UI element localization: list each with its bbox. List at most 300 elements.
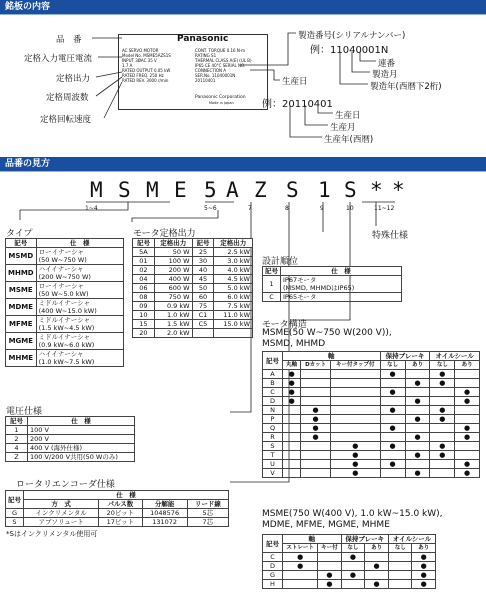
nameplate-left-line: RATED REV. 3000 r/min bbox=[122, 78, 169, 83]
table-row bbox=[263, 276, 402, 293]
output-cell: 2.5 kW bbox=[214, 248, 253, 257]
filled-circle-icon: ● bbox=[389, 370, 396, 378]
structure1-code-cell: D bbox=[263, 397, 283, 406]
nameplate-right-line: CONNECTION A bbox=[195, 68, 227, 73]
filled-circle-icon: ● bbox=[373, 562, 380, 570]
filled-circle-icon: ● bbox=[464, 397, 471, 405]
output-cell: 15.0 kW bbox=[214, 320, 253, 329]
structure1-mark-cell bbox=[405, 469, 430, 478]
output-header-out2: 定格出力 bbox=[214, 239, 253, 248]
label-rated-output: 定格出力 bbox=[56, 74, 91, 84]
table-row bbox=[6, 282, 124, 299]
filled-circle-icon: ● bbox=[352, 469, 359, 477]
structure1-mark-cell bbox=[430, 442, 455, 451]
filled-circle-icon: ● bbox=[288, 388, 295, 396]
structure1-mark-cell bbox=[430, 406, 455, 415]
output-cell: 01 bbox=[133, 257, 155, 266]
structure1-mark-cell bbox=[330, 469, 380, 478]
table-row bbox=[6, 299, 124, 316]
design-spec-line1: IP65モータ bbox=[283, 293, 317, 301]
filled-circle-icon: ● bbox=[288, 370, 295, 378]
output-cell: 09 bbox=[133, 302, 155, 311]
type-spec-line1: ミドルイナーシャ bbox=[38, 333, 91, 341]
output-cell: 20 bbox=[133, 329, 155, 338]
encoder-cell: 5芯 bbox=[187, 509, 228, 518]
table-row bbox=[133, 311, 253, 320]
filled-circle-icon: ● bbox=[312, 424, 319, 432]
structure1-sub-header: あり bbox=[405, 361, 430, 370]
table-row bbox=[263, 562, 436, 571]
pos-label-8: 8 bbox=[285, 205, 289, 212]
filled-circle-icon: ● bbox=[288, 397, 295, 405]
filled-circle-icon: ● bbox=[352, 451, 359, 459]
structure2-subtitle2: MDME, MFME, MGME, MHME bbox=[262, 520, 390, 530]
structure1-sub-header: あり bbox=[455, 361, 480, 370]
structure1-mark-cell bbox=[283, 451, 301, 460]
structure2-mark-cell bbox=[412, 571, 436, 580]
structure1-mark-cell bbox=[405, 433, 430, 442]
filled-circle-icon: ● bbox=[389, 460, 396, 468]
table-row bbox=[263, 580, 436, 589]
type-spec-line2: (200 W~750 W) bbox=[38, 273, 91, 281]
output-cell: 60 bbox=[192, 293, 214, 302]
table-row bbox=[133, 293, 253, 302]
type-code-cell: MGME bbox=[6, 333, 37, 350]
type-spec-line2: (50 W~5.0 kW) bbox=[38, 290, 89, 298]
output-cell: 75 bbox=[192, 302, 214, 311]
structure1-mark-cell bbox=[430, 379, 455, 388]
structure2-mark-cell bbox=[318, 562, 341, 571]
structure1-mark-cell bbox=[283, 460, 301, 469]
label-serial-title: 製造番号(シリアルナンバー) bbox=[298, 31, 406, 41]
structure1-mark-cell bbox=[283, 469, 301, 478]
encoder-cell: S bbox=[6, 518, 24, 527]
structure2-sub-header: あり bbox=[412, 544, 436, 553]
design-table bbox=[262, 266, 402, 302]
structure1-mark-cell bbox=[455, 370, 480, 379]
voltage-header-spec: 仕 様 bbox=[28, 417, 135, 426]
filled-circle-icon: ● bbox=[414, 379, 421, 387]
pos-label-11-12: 11~12 bbox=[374, 205, 395, 212]
type-spec-cell bbox=[36, 350, 123, 367]
type-spec-line1: ハイイナーシャ bbox=[38, 265, 84, 273]
structure1-mark-cell bbox=[380, 370, 405, 379]
structure1-mark-cell bbox=[405, 379, 430, 388]
structure1-mark-cell bbox=[283, 442, 301, 451]
output-table bbox=[132, 238, 253, 338]
structure1-mark-cell bbox=[301, 460, 331, 469]
table-row bbox=[263, 293, 402, 302]
filled-circle-icon: ● bbox=[464, 469, 471, 477]
structure1-mark-cell bbox=[283, 388, 301, 397]
table-row bbox=[263, 460, 480, 469]
design-header-code: 記号 bbox=[263, 267, 281, 276]
nameplate-right-line: CONT. TORQUE 0.16 N·m bbox=[195, 48, 246, 53]
structure1-mark-cell bbox=[430, 424, 455, 433]
structure1-code-cell: V bbox=[263, 469, 283, 478]
s2-header-shaft: 軸 bbox=[283, 535, 342, 544]
structure1-sub-header: キー付タップ付 bbox=[330, 361, 380, 370]
structure2-mark-cell bbox=[283, 571, 318, 580]
nameplate-right-line: 20110401 bbox=[195, 78, 216, 83]
structure1-mark-cell bbox=[405, 424, 430, 433]
design-header-spec: 仕 様 bbox=[281, 267, 402, 276]
output-cell: 30 bbox=[192, 257, 214, 266]
encoder-cell: 17ビット bbox=[99, 518, 142, 527]
nameplate-right-line: THERMAL CLASS A(E) (UL B) bbox=[195, 58, 252, 63]
label-hinban: 品 番 bbox=[56, 35, 82, 45]
filled-circle-icon: ● bbox=[297, 562, 304, 570]
structure2-code-cell: H bbox=[263, 580, 283, 589]
filled-circle-icon: ● bbox=[414, 397, 421, 405]
structure2-mark-cell bbox=[318, 553, 341, 562]
output-cell bbox=[214, 329, 253, 338]
filled-circle-icon: ● bbox=[389, 406, 396, 414]
output-cell: 50 W bbox=[154, 248, 192, 257]
structure2-mark-cell bbox=[388, 553, 412, 562]
output-cell: 600 W bbox=[154, 284, 192, 293]
structure1-mark-cell bbox=[330, 406, 380, 415]
structure1-mark-cell bbox=[455, 388, 480, 397]
output-cell: 25 bbox=[192, 248, 214, 257]
structure1-table bbox=[262, 351, 480, 478]
structure2-sub-header: なし bbox=[341, 544, 365, 553]
voltage-spec-cell: 100 V bbox=[28, 426, 135, 435]
structure1-mark-cell bbox=[455, 433, 480, 442]
structure2-mark-cell bbox=[318, 580, 341, 589]
table-row bbox=[263, 469, 480, 478]
filled-circle-icon: ● bbox=[326, 580, 333, 588]
structure1-mark-cell bbox=[380, 460, 405, 469]
model-code-letter: M bbox=[146, 178, 159, 202]
type-spec-line2: (1.5 kW~4.5 kW) bbox=[38, 324, 95, 332]
structure1-mark-cell bbox=[455, 469, 480, 478]
type-spec-line2: (0.9 kW~6.0 kW) bbox=[38, 341, 95, 349]
structure1-code-cell: R bbox=[263, 433, 283, 442]
table-row bbox=[133, 284, 253, 293]
type-code-cell: MHMD bbox=[6, 265, 37, 282]
structure2-sub-header: ストレート bbox=[283, 544, 318, 553]
design-spec-line1: IP67モータ bbox=[283, 276, 317, 284]
output-cell: 08 bbox=[133, 293, 155, 302]
encoder-cell: 131072 bbox=[142, 518, 187, 527]
structure2-sub-header: キー付 bbox=[318, 544, 341, 553]
type-header-code: 記号 bbox=[6, 239, 37, 248]
structure1-sub-header: Dカット bbox=[301, 361, 331, 370]
structure2-mark-cell bbox=[365, 580, 389, 589]
type-spec-line1: ローイナーシャ bbox=[38, 282, 84, 290]
voltage-spec-cell: 100 V/200 V共用(50 Wのみ) bbox=[28, 453, 135, 462]
voltage-code-cell: 4 bbox=[6, 444, 28, 453]
structure1-mark-cell bbox=[455, 424, 480, 433]
output-cell bbox=[192, 329, 214, 338]
table-row bbox=[6, 444, 135, 453]
voltage-header-code: 記号 bbox=[6, 417, 28, 426]
structure1-mark-cell bbox=[301, 388, 331, 397]
table-row bbox=[6, 248, 124, 265]
nameplate-right-line: RATING S1 bbox=[195, 53, 217, 58]
output-cell: 11.0 kW bbox=[214, 311, 253, 320]
design-spec-cell bbox=[281, 293, 402, 302]
s2-header-seal: オイルシール bbox=[388, 535, 435, 544]
encoder-note: *Sはインクリメンタル使用可 bbox=[6, 530, 98, 538]
nameplate-right-text bbox=[195, 48, 265, 83]
type-table-title: タイプ bbox=[6, 229, 33, 239]
encoder-cell: G bbox=[6, 509, 24, 518]
type-spec-cell bbox=[36, 282, 123, 299]
serial-example: 11040001N bbox=[330, 45, 389, 56]
structure2-mark-cell bbox=[388, 580, 412, 589]
structure2-mark-cell bbox=[283, 580, 318, 589]
structure1-sub-header: なし bbox=[430, 361, 455, 370]
type-spec-line2: (400 W~15.0 kW) bbox=[38, 307, 97, 315]
structure1-mark-cell bbox=[430, 388, 455, 397]
type-spec-cell bbox=[36, 316, 123, 333]
structure1-sub-header: 丸軸 bbox=[283, 361, 301, 370]
s1-header-code: 記号 bbox=[263, 352, 283, 370]
filled-circle-icon: ● bbox=[439, 406, 446, 414]
type-code-cell: MSME bbox=[6, 282, 37, 299]
structure1-mark-cell bbox=[430, 469, 455, 478]
table-row bbox=[6, 333, 124, 350]
design-spec-line2: (MSMD, MHMDはIP65) bbox=[283, 284, 355, 292]
structure1-mark-cell bbox=[455, 442, 480, 451]
output-cell: 2.0 kW bbox=[154, 329, 192, 338]
structure1-mark-cell bbox=[405, 397, 430, 406]
output-cell: 45 bbox=[192, 275, 214, 284]
structure2-code-cell: D bbox=[263, 562, 283, 571]
table-row bbox=[263, 397, 480, 406]
label-rated-rev: 定格回転速度 bbox=[40, 115, 92, 125]
type-header-spec: 仕 様 bbox=[36, 239, 123, 248]
output-table-title: モータ定格出力 bbox=[133, 229, 196, 239]
filled-circle-icon: ● bbox=[312, 415, 319, 423]
seisan-example-row bbox=[262, 95, 333, 110]
s1-header-brake: 保持ブレーキ bbox=[380, 352, 430, 361]
nameplate-image bbox=[118, 34, 268, 110]
label-seisan-year: 生産年(西暦) bbox=[324, 135, 374, 145]
structure1-code-cell: N bbox=[263, 406, 283, 415]
voltage-code-cell: Z bbox=[6, 453, 28, 462]
output-cell: C5 bbox=[192, 320, 214, 329]
table-row bbox=[133, 248, 253, 257]
structure1-mark-cell bbox=[405, 415, 430, 424]
structure1-mark-cell bbox=[330, 370, 380, 379]
structure1-mark-cell bbox=[330, 433, 380, 442]
section-title-model: 品番の見方 bbox=[0, 157, 486, 171]
table-row bbox=[6, 426, 135, 435]
filled-circle-icon: ● bbox=[439, 379, 446, 387]
structure1-code-cell: S bbox=[263, 442, 283, 451]
structure1-mark-cell bbox=[283, 433, 301, 442]
model-code-letter: S bbox=[286, 178, 299, 202]
nameplate-left-line: RATED FREQ. 250 Hz bbox=[122, 73, 164, 78]
filled-circle-icon: ● bbox=[420, 562, 427, 570]
label-special: 特殊仕様 bbox=[372, 231, 409, 241]
structure1-mark-cell bbox=[330, 397, 380, 406]
structure1-mark-cell bbox=[301, 424, 331, 433]
nameplate-left-text bbox=[122, 48, 188, 83]
nameplate-right-line: IP65 CE 40°C SERIAL NO. bbox=[195, 63, 246, 68]
model-code-letter: A bbox=[226, 178, 239, 202]
structure1-mark-cell bbox=[283, 379, 301, 388]
filled-circle-icon: ● bbox=[414, 415, 421, 423]
encoder-cell: 1048576 bbox=[142, 509, 187, 518]
voltage-table-title: 電圧仕様 bbox=[6, 407, 43, 417]
structure1-mark-cell bbox=[430, 397, 455, 406]
structure2-mark-cell bbox=[318, 571, 341, 580]
structure1-mark-cell bbox=[380, 388, 405, 397]
label-seisan-day: 生産日 bbox=[335, 111, 361, 121]
filled-circle-icon: ● bbox=[352, 442, 359, 450]
structure1-mark-cell bbox=[330, 388, 380, 397]
encoder-header-pulse: パルス数 bbox=[99, 500, 142, 509]
type-spec-cell bbox=[36, 299, 123, 316]
structure1-mark-cell bbox=[405, 460, 430, 469]
filled-circle-icon: ● bbox=[420, 580, 427, 588]
filled-circle-icon: ● bbox=[420, 571, 427, 579]
nameplate-left-line: 1.7 A bbox=[122, 63, 133, 68]
table-row bbox=[263, 388, 480, 397]
model-code-letter: * bbox=[370, 178, 383, 202]
type-spec-line1: ミドルイナーシャ bbox=[38, 299, 91, 307]
nameplate-maker-sub: Made in Japan bbox=[209, 101, 234, 105]
output-cell: 400 W bbox=[154, 275, 192, 284]
pos-label-10: 10 bbox=[346, 205, 354, 212]
table-row bbox=[263, 370, 480, 379]
structure1-mark-cell bbox=[283, 370, 301, 379]
encoder-header-code: 記号 bbox=[6, 491, 24, 509]
structure-title: モータ構造 bbox=[262, 320, 307, 330]
filled-circle-icon: ● bbox=[439, 370, 446, 378]
structure1-code-cell: C bbox=[263, 388, 283, 397]
nameplate-right-line: SER.No. 11040001N bbox=[195, 73, 236, 78]
filled-circle-icon: ● bbox=[420, 553, 427, 561]
structure2-mark-cell bbox=[341, 580, 365, 589]
structure1-mark-cell bbox=[301, 469, 331, 478]
structure1-mark-cell bbox=[430, 451, 455, 460]
structure1-mark-cell bbox=[301, 442, 331, 451]
table-row bbox=[263, 415, 480, 424]
structure1-mark-cell bbox=[455, 460, 480, 469]
output-cell: 1.0 kW bbox=[154, 311, 192, 320]
filled-circle-icon: ● bbox=[414, 451, 421, 459]
output-cell: 04 bbox=[133, 275, 155, 284]
section-title-nameplate: 銘板の内容 bbox=[0, 0, 486, 14]
structure1-mark-cell bbox=[430, 415, 455, 424]
pos-label-1-4: 1~4 bbox=[85, 205, 98, 212]
structure2-mark-cell bbox=[341, 562, 365, 571]
s1-header-seal: オイルシール bbox=[430, 352, 480, 361]
output-cell: 4.0 kW bbox=[214, 266, 253, 275]
filled-circle-icon: ● bbox=[414, 433, 421, 441]
structure1-mark-cell bbox=[301, 397, 331, 406]
model-code-letter: M bbox=[90, 178, 103, 202]
table-row bbox=[263, 571, 436, 580]
structure1-mark-cell bbox=[301, 415, 331, 424]
structure2-subtitle1: MSME(750 W(400 V), 1.0 kW~15.0 kW), bbox=[262, 509, 443, 519]
structure1-mark-cell bbox=[380, 433, 405, 442]
output-cell: 06 bbox=[133, 284, 155, 293]
voltage-spec-cell: 400 V (海外仕様) bbox=[28, 444, 135, 453]
model-code-letter: 1 bbox=[318, 178, 331, 202]
table-row bbox=[133, 329, 253, 338]
pos-label-7: 7 bbox=[248, 205, 252, 212]
table-row bbox=[263, 406, 480, 415]
filled-circle-icon: ● bbox=[312, 433, 319, 441]
model-code-letter: S bbox=[118, 178, 131, 202]
structure2-table bbox=[262, 534, 436, 589]
structure2-sub-header: あり bbox=[365, 544, 389, 553]
type-spec-line1: ハイイナーシャ bbox=[38, 350, 84, 358]
type-code-cell: MDME bbox=[6, 299, 37, 316]
structure1-code-cell: B bbox=[263, 379, 283, 388]
structure1-mark-cell bbox=[455, 451, 480, 460]
table-row bbox=[133, 257, 253, 266]
design-table-title: 設計順位 bbox=[262, 257, 299, 267]
filled-circle-icon: ● bbox=[389, 442, 396, 450]
structure2-mark-cell bbox=[283, 553, 318, 562]
structure1-subtitle2: MSMD, MHMD bbox=[262, 339, 326, 349]
label-seizou-nen: 製造年(西暦下2桁) bbox=[370, 82, 442, 92]
table-row bbox=[6, 316, 124, 333]
structure1-code-cell: U bbox=[263, 460, 283, 469]
structure2-mark-cell bbox=[412, 553, 436, 562]
output-cell: 50 bbox=[192, 284, 214, 293]
s2-header-code: 記号 bbox=[263, 535, 283, 553]
output-cell: 40 bbox=[192, 266, 214, 275]
seisan-example-prefix: 例： bbox=[262, 99, 282, 110]
output-cell: 750 W bbox=[154, 293, 192, 302]
type-table bbox=[5, 238, 124, 367]
encoder-table bbox=[5, 490, 229, 527]
model-code-letter: Z bbox=[254, 178, 267, 202]
table-row bbox=[263, 553, 436, 562]
structure1-code-cell: P bbox=[263, 415, 283, 424]
type-spec-cell bbox=[36, 248, 123, 265]
structure1-mark-cell bbox=[330, 424, 380, 433]
output-cell: 02 bbox=[133, 266, 155, 275]
seisan-example: 20110401 bbox=[282, 99, 333, 110]
structure2-mark-cell bbox=[412, 562, 436, 571]
structure1-mark-cell bbox=[405, 451, 430, 460]
structure1-mark-cell bbox=[380, 379, 405, 388]
structure1-mark-cell bbox=[283, 415, 301, 424]
encoder-cell: 7芯 bbox=[187, 518, 228, 527]
table-row bbox=[133, 320, 253, 329]
structure1-mark-cell bbox=[430, 370, 455, 379]
structure2-mark-cell bbox=[388, 571, 412, 580]
label-seisan-month: 生産月 bbox=[330, 123, 356, 133]
nameplate-left-line: AC SERVO MOTOR bbox=[122, 48, 159, 53]
table-row bbox=[263, 451, 480, 460]
design-code-cell: C bbox=[263, 293, 281, 302]
output-cell: 0.9 kW bbox=[154, 302, 192, 311]
table-row bbox=[263, 442, 480, 451]
encoder-header-spec: 仕 様 bbox=[24, 491, 229, 500]
output-cell: 5A bbox=[133, 248, 155, 257]
table-row bbox=[133, 266, 253, 275]
filled-circle-icon: ● bbox=[414, 469, 421, 477]
structure1-mark-cell bbox=[405, 442, 430, 451]
pos-label-5-6: 5~6 bbox=[204, 205, 217, 212]
structure1-mark-cell bbox=[380, 406, 405, 415]
output-cell: 3.0 kW bbox=[214, 257, 253, 266]
structure2-mark-cell bbox=[365, 571, 389, 580]
structure1-mark-cell bbox=[380, 442, 405, 451]
structure1-mark-cell bbox=[430, 433, 455, 442]
structure1-mark-cell bbox=[301, 370, 331, 379]
